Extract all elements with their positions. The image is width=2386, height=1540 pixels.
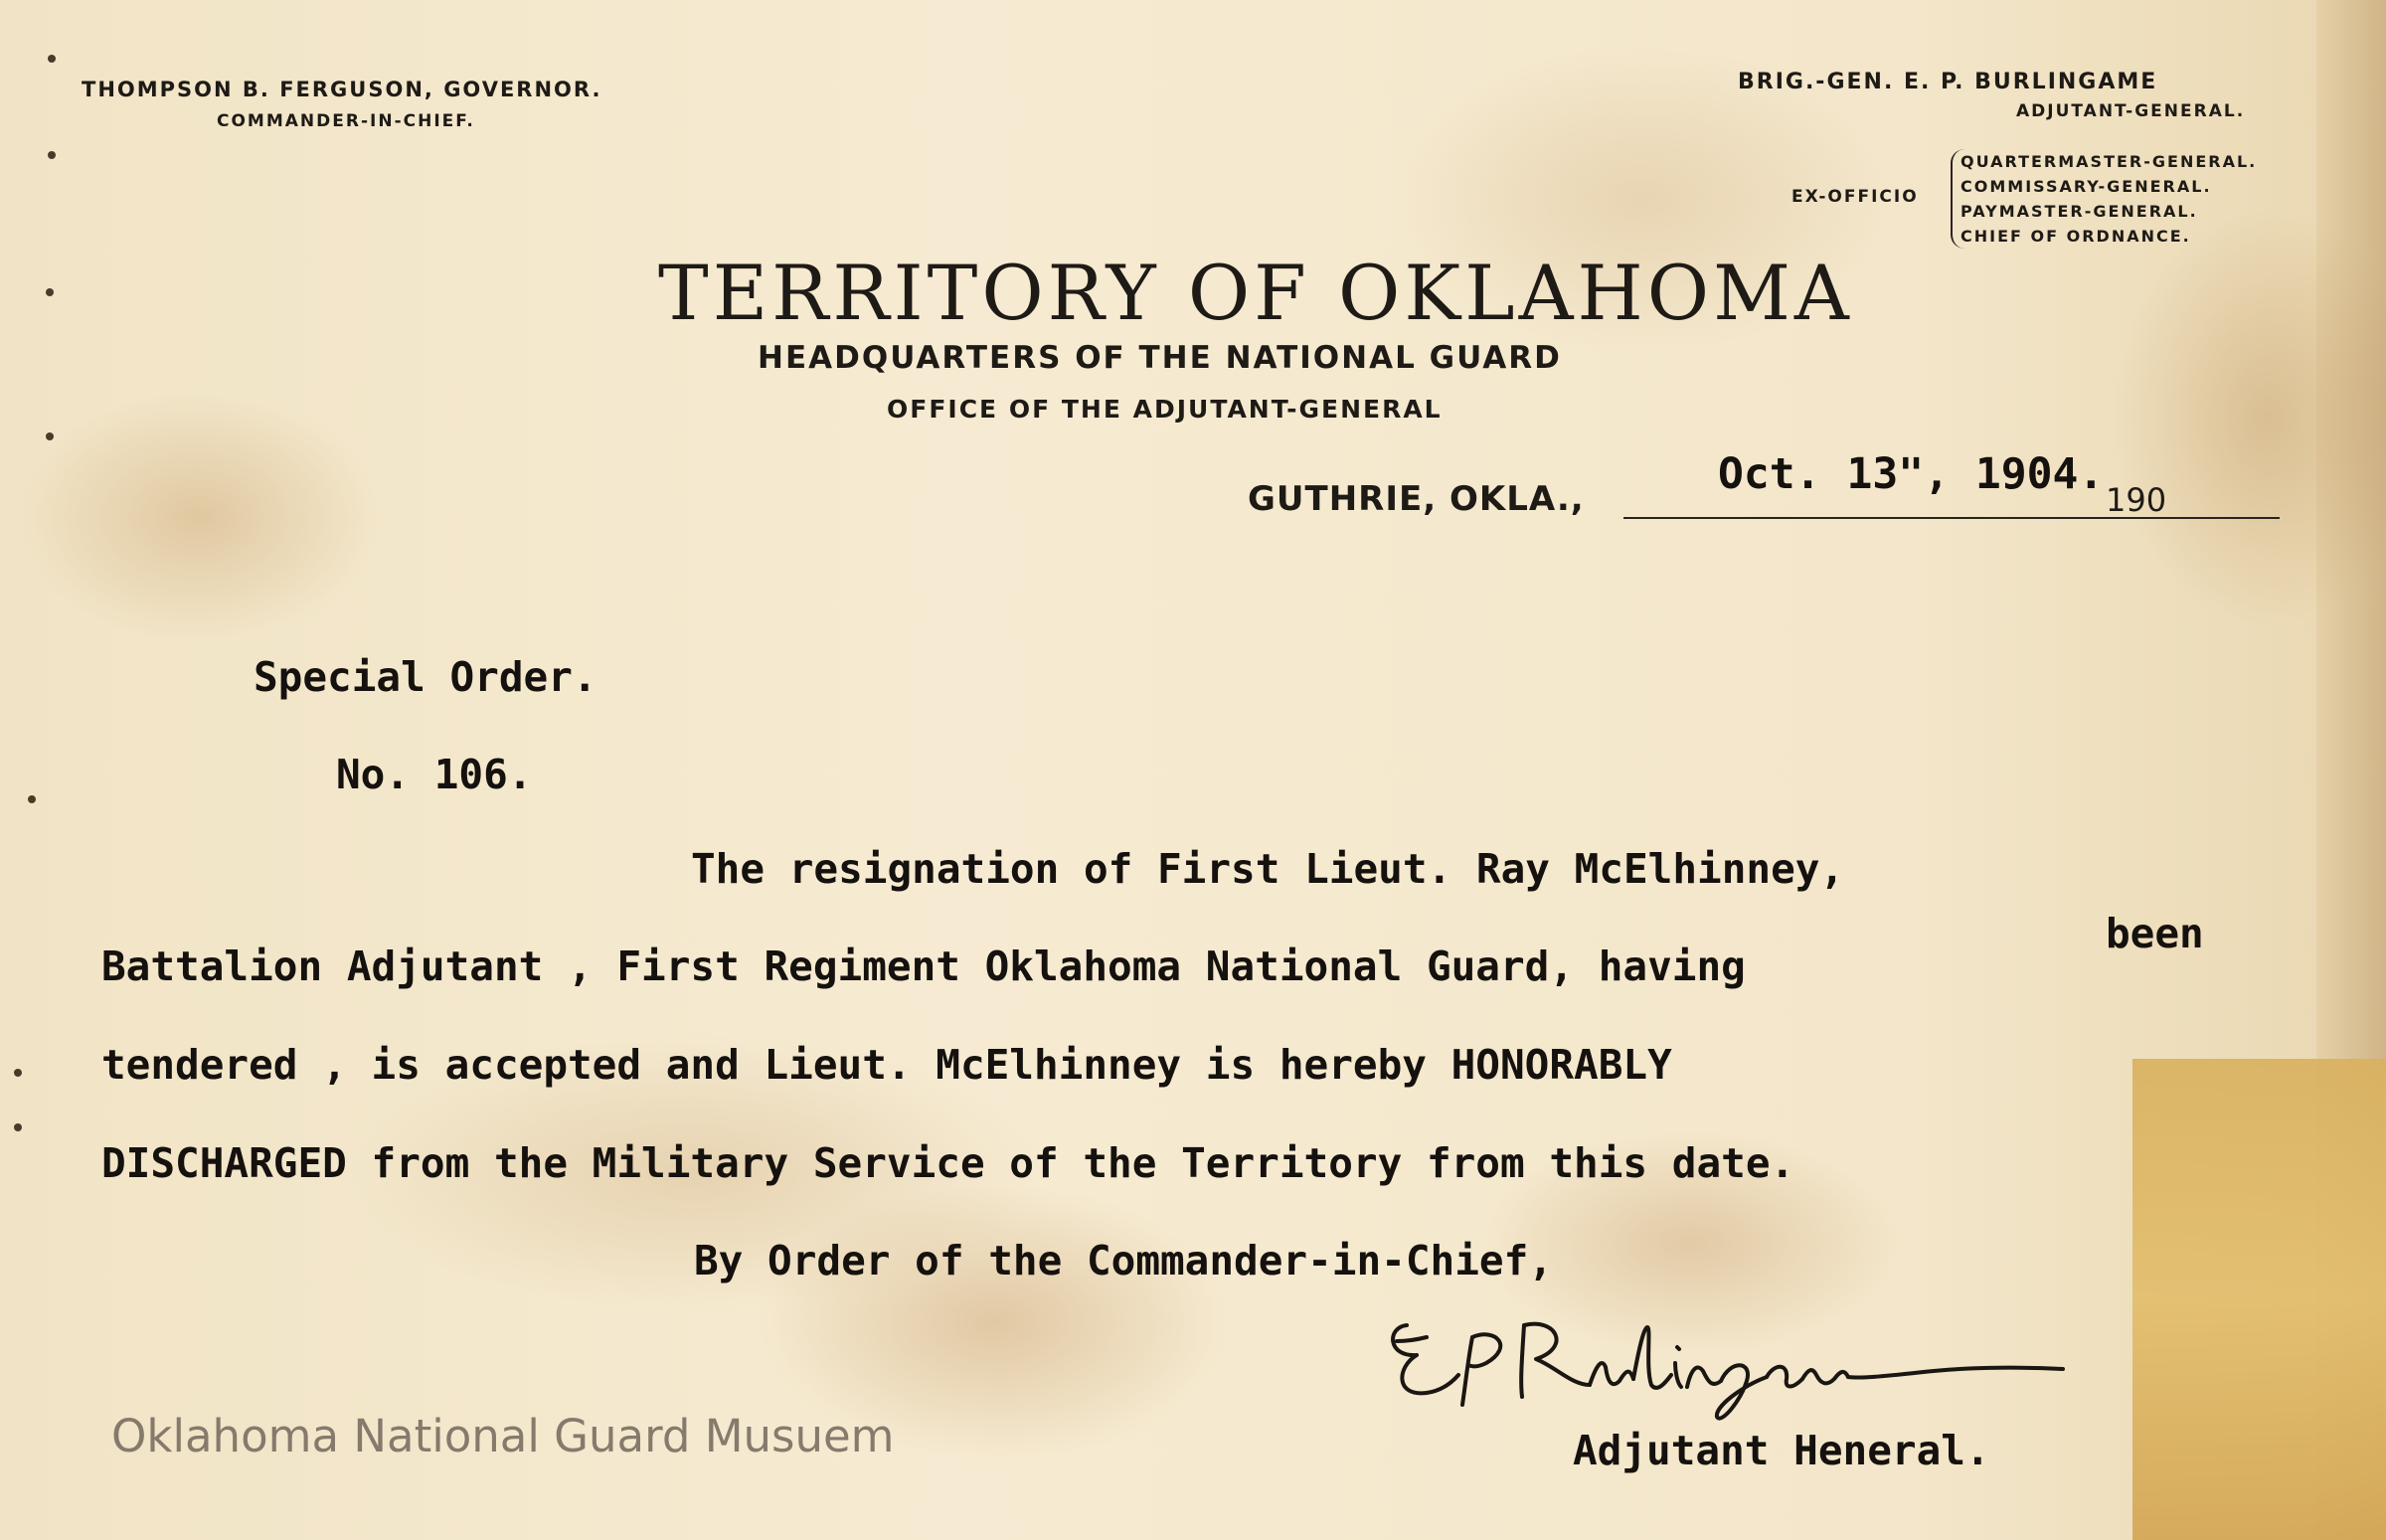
punch-hole (48, 151, 56, 159)
year-prefix: 190 (2106, 481, 2167, 519)
body-line: tendered , is accepted and Lieut. McElhinney is hereby HONORABLY (101, 1041, 1672, 1089)
ex-officio-role: QUARTERMASTER-GENERAL. (1960, 152, 2258, 171)
ex-officio-role: CHIEF OF ORDNANCE. (1960, 227, 2191, 246)
handwritten-signature (1377, 1297, 2123, 1427)
punch-hole (14, 1069, 22, 1077)
punch-hole (46, 288, 54, 296)
punch-hole (14, 1123, 22, 1131)
ex-officio-role: COMMISSARY-GENERAL. (1960, 177, 2212, 196)
order-number: No. 106. (336, 751, 533, 798)
ex-officio-roles (1951, 149, 2257, 249)
place-label: GUTHRIE, OKLA., (1248, 479, 1585, 519)
body-line: Battalion Adjutant , First Regiment Oklahoma National Guard, having (101, 942, 1746, 990)
signature-title: Adjutant Heneral. (1573, 1427, 1990, 1474)
body-inserted-word: been (2106, 910, 2204, 957)
letterhead-title: TERRITORY OF OKLAHOMA (658, 249, 1853, 337)
punch-hole (46, 432, 54, 440)
ex-officio-role: PAYMASTER-GENERAL. (1960, 202, 2198, 221)
order-heading: Special Order. (254, 653, 597, 701)
by-order-line: By Order of the Commander-in-Chief, (694, 1237, 1553, 1284)
commander-title: COMMANDER-IN-CHIEF. (217, 111, 475, 131)
tape-strip (2132, 1059, 2386, 1540)
date-underline (1623, 517, 2280, 519)
museum-watermark: Oklahoma National Guard Musuem (111, 1410, 895, 1462)
order-date: Oct. 13", 1904. (1718, 449, 2105, 499)
body-line: DISCHARGED from the Military Service of the Territory from this date. (101, 1139, 1795, 1187)
brig-gen-name: BRIG.-GEN. E. P. BURLINGAME (1738, 70, 2158, 94)
adjutant-general-title: ADJUTANT-GENERAL. (2016, 101, 2246, 121)
letterhead-headquarters: HEADQUARTERS OF THE NATIONAL GUARD (758, 340, 1562, 376)
ex-officio-label: EX-OFFICIO (1791, 187, 1919, 207)
body-line: The resignation of First Lieut. Ray McElhinney, (691, 845, 1845, 893)
punch-hole (28, 795, 36, 803)
punch-hole (48, 55, 56, 63)
letterhead-office: OFFICE OF THE ADJUTANT-GENERAL (887, 395, 1443, 424)
governor-name: THOMPSON B. FERGUSON, GOVERNOR. (82, 78, 602, 101)
